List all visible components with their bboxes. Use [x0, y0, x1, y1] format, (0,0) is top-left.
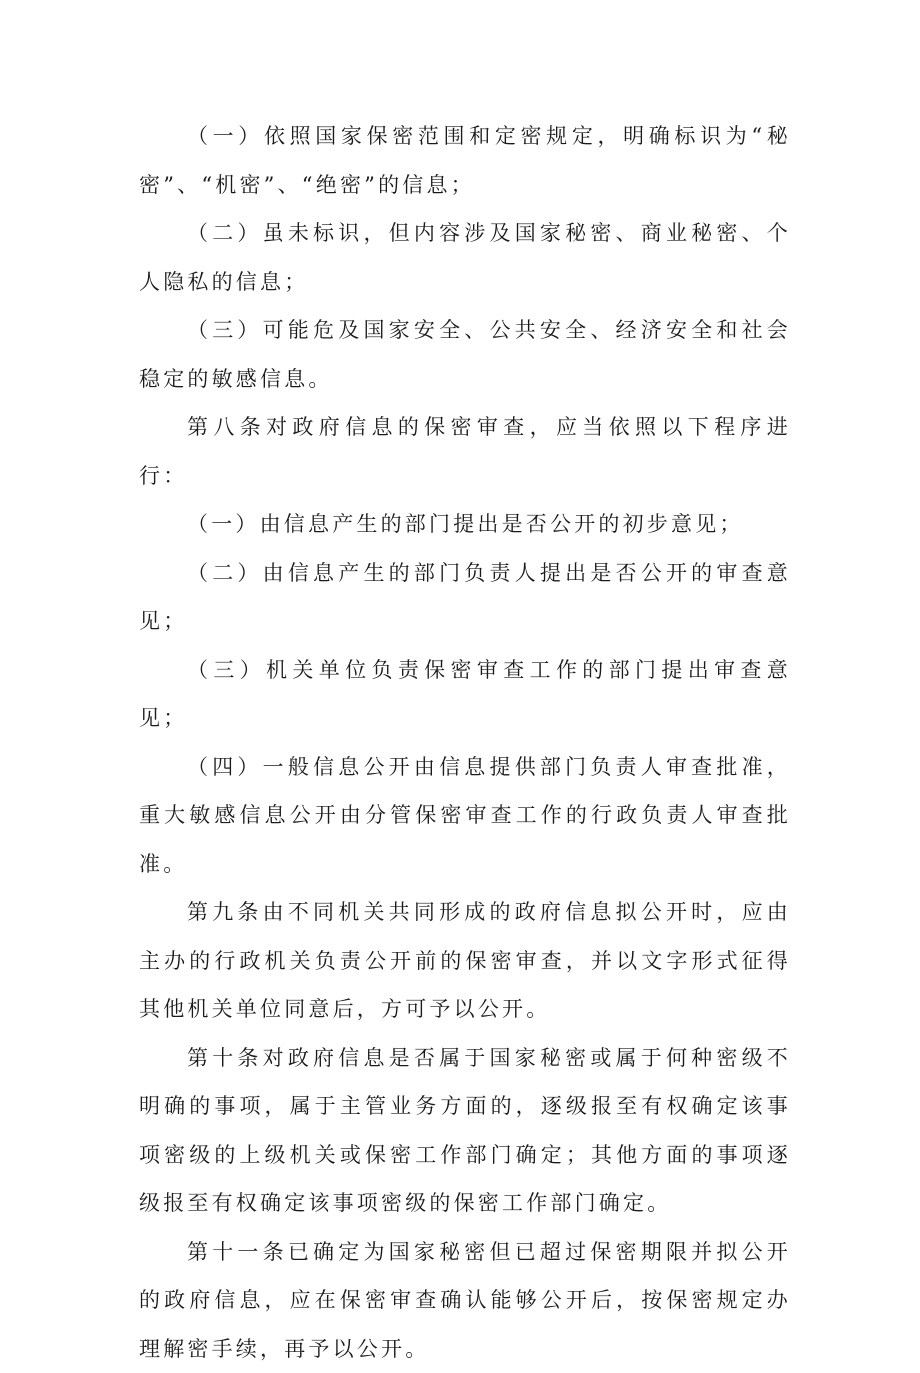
paragraph-item-3: （三）可能危及国家安全、公共安全、经济安全和社会稳定的敏感信息。: [139, 306, 791, 403]
article-11: 第十一条已确定为国家秘密但已超过保密期限并拟公开的政府信息，应在保密审查确认能够公开后，按保密规定办理解密手续，再予以公开。: [139, 1228, 791, 1373]
procedure-step-2: （二）由信息产生的部门负责人提出是否公开的审查意见；: [139, 549, 791, 646]
article-9: 第九条由不同机关共同形成的政府信息拟公开时，应由主办的行政机关负责公开前的保密审查，并以文字形式征得其他机关单位同意后，方可予以公开。: [139, 888, 791, 1034]
paragraph-item-2: （二）虽未标识，但内容涉及国家秘密、商业秘密、个人隐私的信息；: [139, 209, 791, 306]
article-8-heading: 第八条对政府信息的保密审查，应当依照以下程序进行：: [139, 403, 791, 500]
procedure-step-1: （一）由信息产生的部门提出是否公开的初步意见；: [139, 500, 791, 549]
article-10: 第十条对政府信息是否属于国家秘密或属于何种密级不明确的事项，属于主管业务方面的，逐级报至有权确定该事项密级的上级机关或保密工作部门确定；其他方面的事项逐级报至有权确定该事项密级的保密工作部门确定。: [139, 1034, 791, 1228]
procedure-step-3: （三）机关单位负责保密审查工作的部门提出审查意见；: [139, 646, 791, 743]
procedure-step-4: （四）一般信息公开由信息提供部门负责人审查批准，重大敏感信息公开由分管保密审查工作的行政负责人审查批准。: [139, 743, 791, 889]
document-body: [139, 112, 791, 1373]
paragraph-item-1: （一）依照国家保密范围和定密规定，明确标识为“秘密”、“机密”、“绝密”的信息；: [139, 112, 791, 209]
